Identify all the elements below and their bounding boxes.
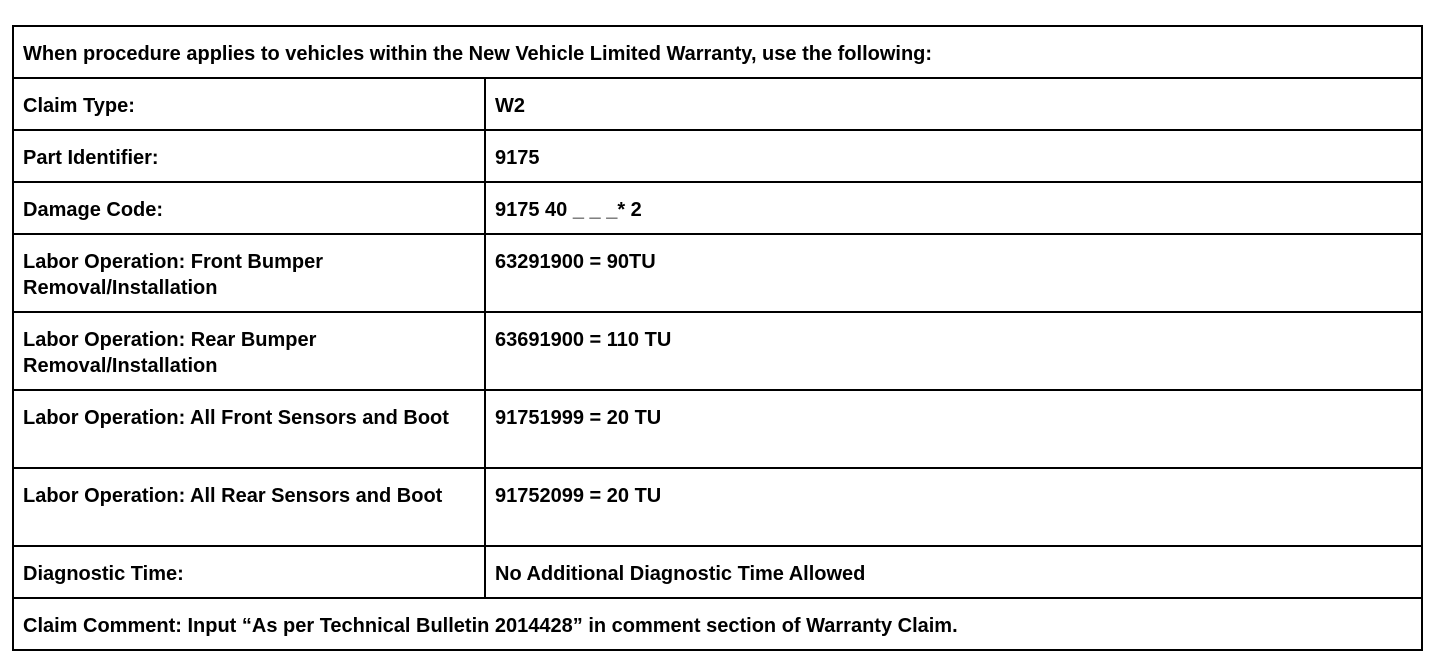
damage-code-value: 9175 40 _ _ _* 2 [495, 199, 642, 221]
row-label-cell [13, 234, 485, 312]
row-value-cell [485, 182, 1422, 234]
damage-code-label: Damage Code: [23, 199, 164, 221]
table-row-damage-code [13, 182, 1422, 234]
claim-comment-cell [13, 598, 1422, 650]
row-value-cell [485, 390, 1422, 468]
table-footer-row [13, 598, 1422, 650]
rear-sensors-labor-label: Labor Operation: All Rear Sensors and Boot [23, 485, 443, 507]
front-bumper-labor-label: Labor Operation: Front Bumper Removal/Installation [23, 251, 323, 299]
table-row-rear-sensors [13, 468, 1422, 546]
row-label-cell [13, 546, 485, 598]
diagnostic-time-label: Diagnostic Time: [23, 563, 184, 585]
front-sensors-labor-value: 91751999 = 20 TU [495, 407, 662, 429]
front-sensors-labor-label: Labor Operation: All Front Sensors and Boot [23, 407, 449, 429]
row-label-cell [13, 390, 485, 468]
row-label-cell [13, 130, 485, 182]
rear-bumper-labor-value: 63691900 = 110 TU [495, 329, 672, 351]
table-row-rear-bumper [13, 312, 1422, 390]
row-value-cell [485, 234, 1422, 312]
claim-comment-text: Claim Comment: Input “As per Technical Bulletin 2014428” in comment section of Warranty Claim. [23, 615, 958, 637]
row-value-cell [485, 546, 1422, 598]
row-value-cell [485, 78, 1422, 130]
part-identifier-label: Part Identifier: [23, 147, 159, 169]
row-label-cell [13, 78, 485, 130]
claim-type-value: W2 [495, 95, 525, 117]
claim-type-label: Claim Type: [23, 95, 135, 117]
row-label-cell [13, 182, 485, 234]
warranty-header-cell [13, 26, 1422, 78]
row-label-cell [13, 312, 485, 390]
table-row-part-identifier [13, 130, 1422, 182]
table-header-row [13, 26, 1422, 78]
table-row-diagnostic-time [13, 546, 1422, 598]
rear-bumper-labor-label: Labor Operation: Rear Bumper Removal/Installation [23, 329, 317, 377]
table-row-front-sensors [13, 390, 1422, 468]
row-value-cell [485, 312, 1422, 390]
row-value-cell [485, 130, 1422, 182]
diagnostic-time-value: No Additional Diagnostic Time Allowed [495, 563, 866, 585]
row-value-cell [485, 468, 1422, 546]
warranty-claim-table [12, 25, 1423, 651]
part-identifier-value: 9175 [495, 147, 540, 169]
table-row-front-bumper [13, 234, 1422, 312]
front-bumper-labor-value: 63291900 = 90TU [495, 251, 656, 273]
table-row-claim-type [13, 78, 1422, 130]
row-label-cell [13, 468, 485, 546]
rear-sensors-labor-value: 91752099 = 20 TU [495, 485, 662, 507]
warranty-header-text: When procedure applies to vehicles within the New Vehicle Limited Warranty, use the following: [23, 43, 933, 65]
